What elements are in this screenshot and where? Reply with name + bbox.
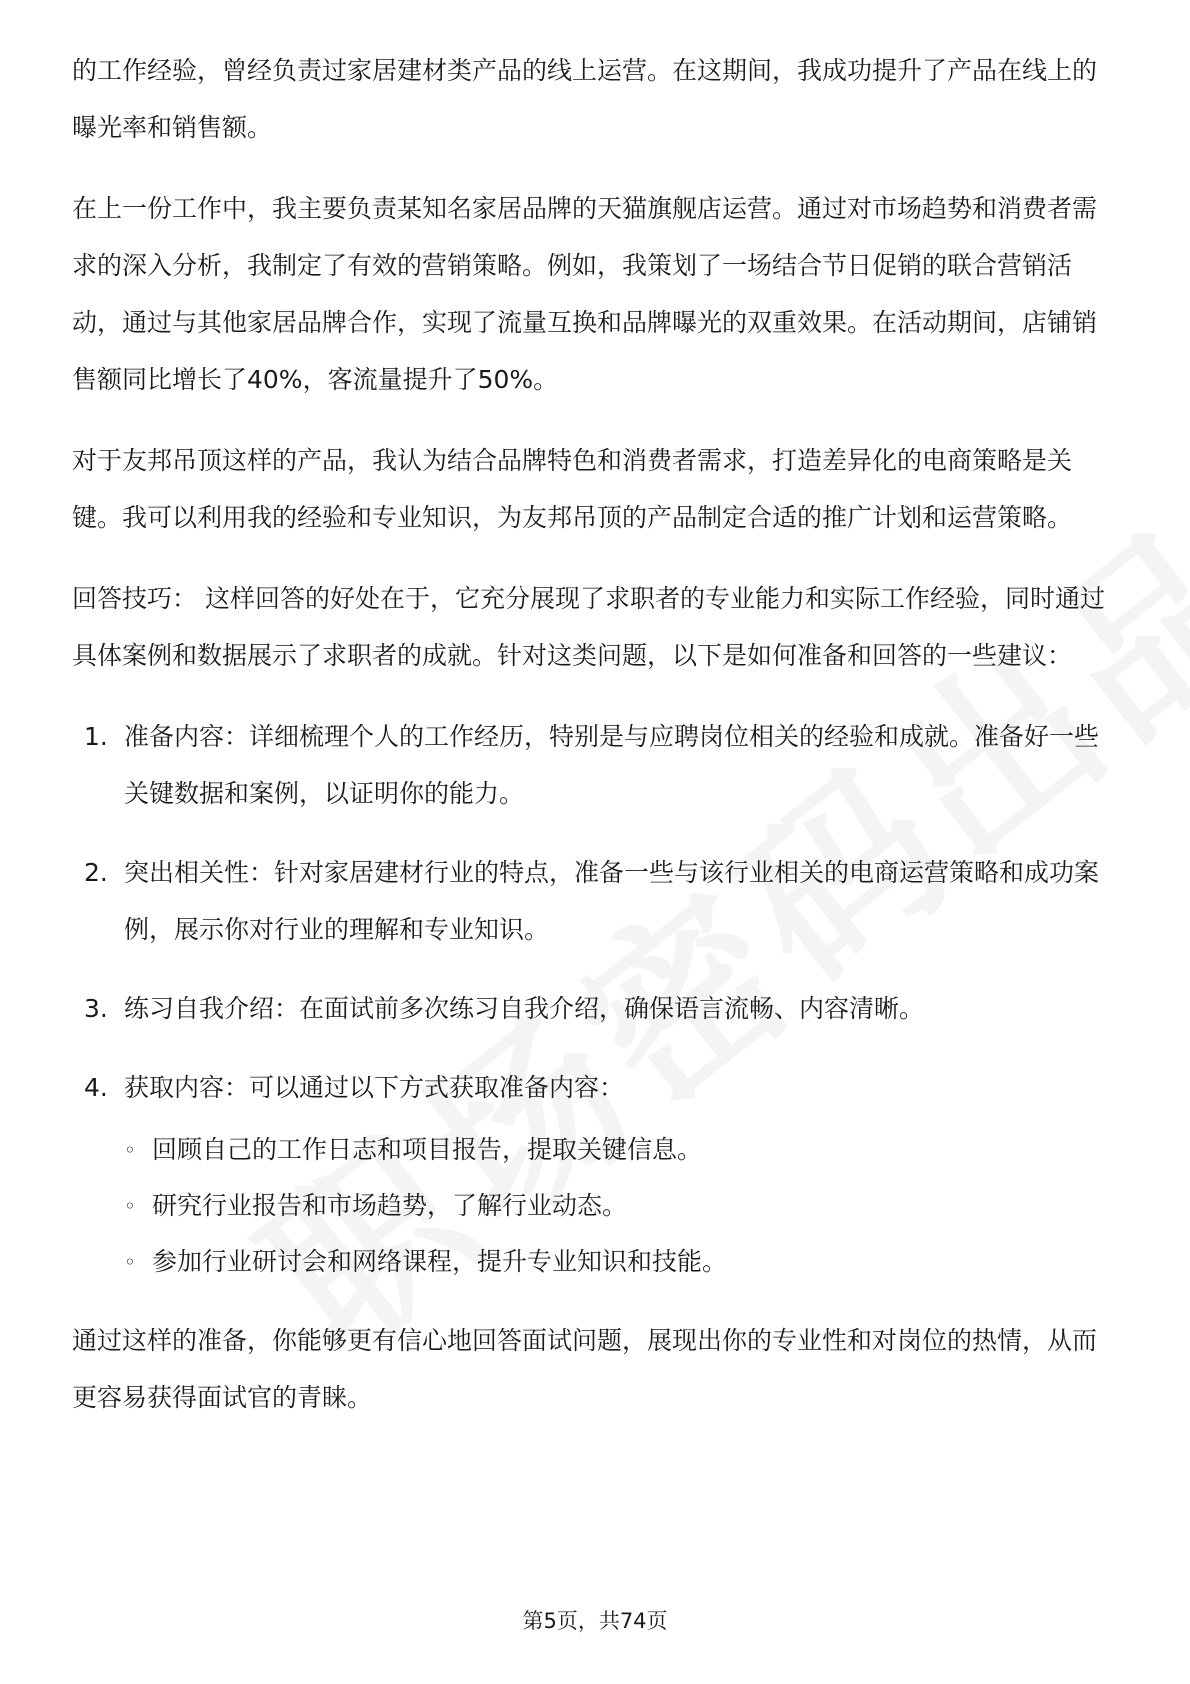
sub-list-item-text: 回顾自己的工作日志和项目报告，提取关键信息。 [152, 1135, 703, 1164]
list-item [72, 708, 1118, 822]
list-item-text: 准备内容：详细梳理个人的工作经历，特别是与应聘岗位相关的经验和成就。准备好一些关键数据和案例，以证明你的能力。 [124, 722, 1100, 808]
bullet-icon: ◦ [124, 1250, 136, 1274]
page-number: 第5页，共74页 [522, 1609, 668, 1633]
list-item-number: 1. [84, 722, 108, 751]
bullet-icon: ◦ [124, 1194, 136, 1218]
document-body [72, 42, 1118, 1426]
sub-list-item [124, 1234, 1118, 1290]
list-item-number: 4. [84, 1073, 108, 1102]
paragraph-closing: 通过这样的准备，你能够更有信心地回答面试问题，展现出你的专业性和对岗位的热情，从而更容易获得面试官的青睐。 [72, 1326, 1098, 1412]
list-item-text: 练习自我介绍：在面试前多次练习自我介绍，确保语言流畅、内容清晰。 [124, 994, 925, 1023]
paragraph-previous-job: 在上一份工作中，我主要负责某知名家居品牌的天猫旗舰店运营。通过对市场趋势和消费者需求的深入分析，我制定了有效的营销策略。例如，我策划了一场结合节日促销的联合营销活动，通过与其他家居品牌合作，实现了流量互换和品牌曝光的双重效果。在活动期间，店铺销售额同比增长了40%，客流量提升了50%。 [72, 194, 1098, 394]
sub-list-item [124, 1122, 1118, 1178]
paragraph-answer-tips: 回答技巧： 这样回答的好处在于，它充分展现了求职者的专业能力和实际工作经验，同时通过具体案例和数据展示了求职者的成就。针对这类问题，以下是如何准备和回答的一些建议： [72, 584, 1105, 670]
sub-list-item [124, 1178, 1118, 1234]
sub-list [124, 1122, 1118, 1290]
sub-list-item-text: 研究行业报告和市场趋势，了解行业动态。 [152, 1191, 628, 1220]
paragraph-experience-intro: 的工作经验，曾经负责过家居建材类产品的线上运营。在这期间，我成功提升了产品在线上的曝光率和销售额。 [72, 56, 1098, 142]
list-item-text: 获取内容：可以通过以下方式获取准备内容： [124, 1073, 625, 1102]
list-item-number: 3. [84, 994, 108, 1023]
list-item [72, 980, 1118, 1037]
advice-list [72, 708, 1118, 1290]
list-item [72, 844, 1118, 958]
list-item-text: 突出相关性：针对家居建材行业的特点，准备一些与该行业相关的电商运营策略和成功案例，展示你对行业的理解和专业知识。 [124, 858, 1100, 944]
paragraph-youbang-strategy: 对于友邦吊顶这样的产品，我认为结合品牌特色和消费者需求，打造差异化的电商策略是关键。我可以利用我的经验和专业知识，为友邦吊顶的产品制定合适的推广计划和运营策略。 [72, 446, 1073, 532]
sub-list-item-text: 参加行业研讨会和网络课程，提升专业知识和技能。 [152, 1247, 728, 1276]
list-item [72, 1059, 1118, 1290]
bullet-icon: ◦ [124, 1138, 136, 1162]
list-item-number: 2. [84, 858, 108, 887]
